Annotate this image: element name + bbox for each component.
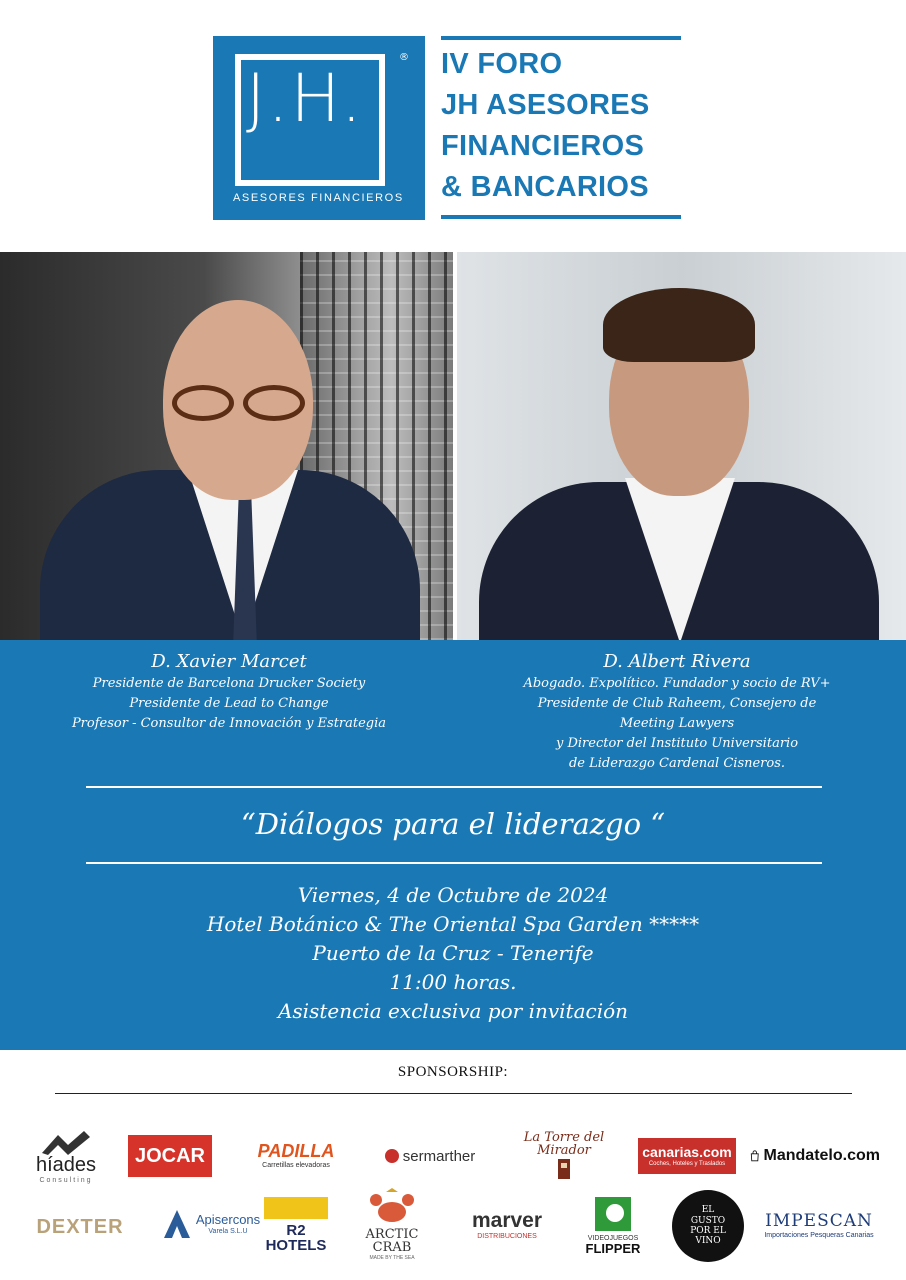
- sponsor-logo-mandatelo: [750, 1138, 880, 1174]
- sponsor-name: Apisercons: [195, 1211, 261, 1227]
- speaker-role: Presidente de Club Raheem, Consejero de: [537, 696, 817, 711]
- event-title: [441, 44, 701, 208]
- sponsor-name: PADILLA: [257, 1141, 335, 1162]
- sponsor-name: IMPESCAN: [765, 1210, 873, 1231]
- divider: [86, 786, 822, 788]
- sponsor-name: Mandatelo.com: [763, 1147, 880, 1164]
- sponsor-tagline: Importaciones Pesqueras Canarias: [764, 1231, 874, 1239]
- sponsor-name: FLIPPER: [585, 1241, 641, 1257]
- speaker-role: Meeting Lawyers: [619, 716, 735, 731]
- sponsor-logo-apisercons: [154, 1200, 268, 1248]
- sponsor-name: sermarther: [402, 1147, 476, 1165]
- sponsor-logo-la-torre-del-mirador: [500, 1128, 628, 1182]
- sponsorship-title: SPONSORSHIP:: [397, 1064, 509, 1080]
- logo-registered-mark: ®: [399, 52, 409, 63]
- sponsor-tagline: VIDEOJUEGOS: [587, 1234, 639, 1242]
- apisercons-mark-icon: [162, 1208, 192, 1240]
- speaker-name: D. Xavier Marcet: [151, 651, 307, 672]
- event-details: [0, 881, 906, 1026]
- event-venue: Hotel Botánico & The Oriental Spa Garden *****: [206, 912, 700, 936]
- sponsor-logo-el-gusto-por-el-vino: [672, 1190, 744, 1262]
- sponsor-logo-jocar: [128, 1135, 212, 1177]
- sponsor-logo-flipper: [582, 1186, 644, 1262]
- sponsor-name: R2 HOTELS: [264, 1197, 328, 1253]
- event-location: Puerto de la Cruz - Tenerife: [312, 941, 594, 965]
- sponsorship-divider: [55, 1093, 852, 1094]
- header: [0, 0, 906, 252]
- logo-letters: J.H.: [246, 60, 364, 137]
- sponsor-name: JOCAR: [134, 1145, 205, 1167]
- flipper-mark-icon: [593, 1193, 633, 1233]
- sponsor-tagline: Consulting: [39, 1177, 93, 1185]
- sponsor-tagline: DISTRIBUCIONES: [477, 1232, 537, 1240]
- event-theme-quote: “Diálogos para el liderazgo “: [240, 807, 666, 841]
- sponsor-name: DEXTER: [36, 1216, 124, 1238]
- sponsor-tagline: Carretillas elevadoras: [262, 1162, 330, 1170]
- sponsor-name: ARCTIC CRAB: [365, 1227, 419, 1256]
- speaker-role: Abogado. Expolítico. Fundador y socio de RV+: [523, 676, 831, 691]
- sponsor-logo-dexter: [24, 1210, 136, 1244]
- speaker-photo-xavier-marcet: [0, 252, 453, 640]
- sponsor-name: La Torre del Mirador: [523, 1130, 605, 1158]
- jh-logo: [213, 36, 425, 220]
- sponsor-logo-sermarther: [374, 1140, 486, 1172]
- event-title-line: JH ASESORES: [441, 89, 650, 121]
- glasses: [243, 385, 305, 421]
- sponsor-logo-arctic-crab: [358, 1178, 426, 1272]
- crab-icon: [369, 1188, 415, 1228]
- sponsor-tagline: MADE BY THE SEA: [369, 1255, 415, 1262]
- sponsor-logo-hiades: [24, 1124, 108, 1190]
- glasses: [172, 385, 234, 421]
- event-attendance-note: Asistencia exclusiva por invitación: [277, 999, 629, 1023]
- speaker-role: de Liderazgo Cardenal Cisneros.: [568, 756, 786, 771]
- speaker-photo-albert-rivera: [457, 252, 906, 640]
- speaker-role: Presidente de Barcelona Drucker Society: [92, 676, 366, 691]
- sponsor-name: híades: [35, 1154, 97, 1177]
- shopping-bag-icon: [750, 1144, 760, 1168]
- divider: [86, 862, 822, 864]
- sponsor-logo-r2-hotels: [264, 1196, 328, 1254]
- event-title-line: IV FORO: [441, 48, 563, 80]
- title-rule-bottom: [441, 215, 681, 219]
- title-rule-top: [441, 36, 681, 40]
- speaker-role: Profesor - Consultor de Innovación y Estrategia: [71, 716, 387, 731]
- speaker-name: D. Albert Rivera: [603, 651, 751, 672]
- sponsor-tagline: Varela S.L.U: [208, 1227, 248, 1235]
- sponsor-logo-canarias-com: [638, 1138, 736, 1174]
- tower-icon: [544, 1157, 584, 1179]
- sponsor-name: canarias.com: [642, 1143, 732, 1160]
- speaker-role: y Director del Instituto Universitario: [555, 736, 799, 751]
- event-title-line: FINANCIEROS: [441, 130, 645, 162]
- sponsor-logo-marver: [450, 1206, 564, 1244]
- event-title-line: & BANCARIOS: [441, 171, 649, 203]
- speaker-xavier-marcet: [20, 650, 438, 734]
- sponsor-logo-padilla: [232, 1134, 360, 1178]
- sponsor-name: EL GUSTO POR EL VINO: [690, 1205, 726, 1247]
- sponsor-name: marver: [471, 1208, 543, 1232]
- apisercons-text: [196, 1213, 260, 1236]
- speaker-role: Presidente de Lead to Change: [129, 696, 329, 711]
- speaker-albert-rivera: [468, 650, 886, 774]
- event-time: 11:00 horas.: [389, 970, 517, 994]
- sponsor-tagline: Coches, Hoteles y Traslados: [648, 1160, 726, 1167]
- event-info-panel: [0, 640, 906, 1050]
- sponsor-logo-impescan: [758, 1204, 880, 1248]
- hair: [603, 288, 755, 362]
- logo-subtitle: ASESORES FINANCIEROS: [233, 192, 404, 204]
- sermarther-dot-icon: [385, 1149, 399, 1163]
- hiades-mark-icon: [38, 1129, 94, 1155]
- event-date: Viernes, 4 de Octubre de 2024: [297, 883, 609, 907]
